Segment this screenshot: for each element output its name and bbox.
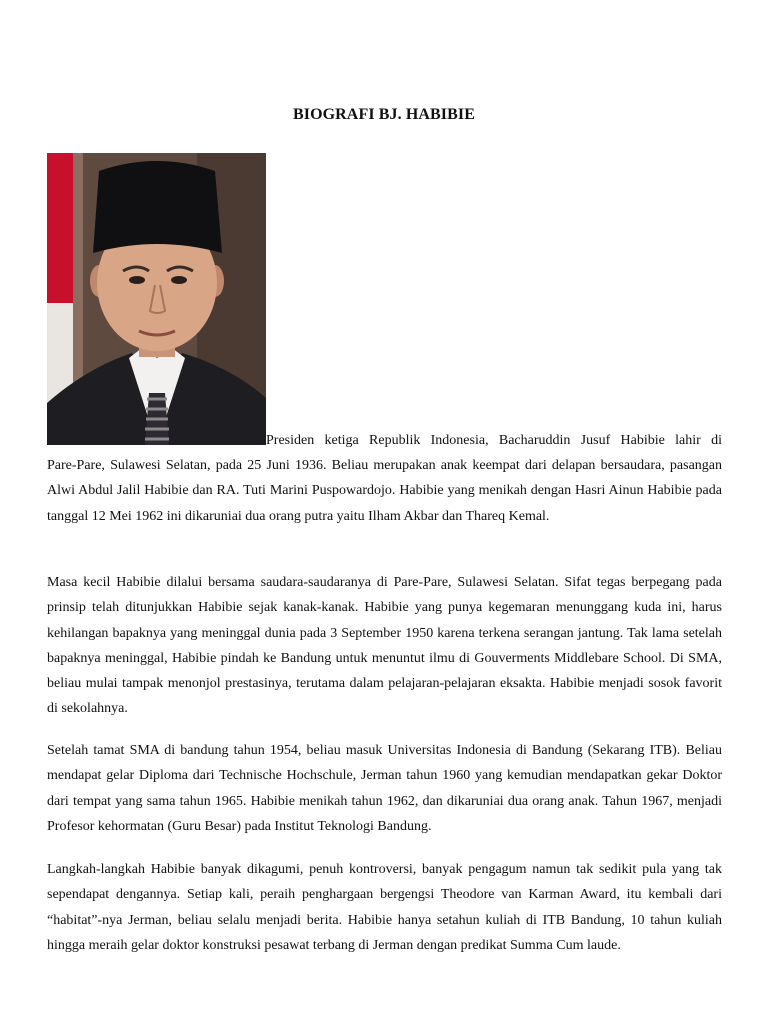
paragraph-1-first-line: Presiden ketiga Republik Indonesia, Bacharuddin Jusuf Habibie lahir di bbox=[266, 433, 722, 448]
document-title: BIOGRAFI BJ. HABIBIE bbox=[292, 106, 476, 123]
paragraph-1: Pare-Pare, Sulawesi Selatan, pada 25 Juni 1936. Beliau merupakan anak keempat dari delapan bersaudara, pasangan Alwi Abdul Jalil Habibie dan RA. Tuti Marini Puspowardojo. Habibie yang menikah dengan Hasri Ainun Habibie pada tanggal 12 Mei 1962 ini dikaruniai dua orang putra yaitu Ilham Akbar dan Thareq Kemal. bbox=[47, 458, 722, 524]
portrait-photo bbox=[47, 153, 266, 445]
paragraph-4: Langkah-langkah Habibie banyak dikagumi, penuh kontroversi, banyak pengagum namun tak sedikit pula yang tak sependapat dengannya. Setiap kali, peraih penghargaan bergengsi Theodore van Karman Award, itu kembali dari “habitat”-nya Jerman, beliau selalu menjadi berita. Habibie hanya setahun kuliah di ITB Bandung, 10 tahun kuliah hingga meraih gelar doktor konstruksi pesawat terbang di Jerman dengan predikat Summa Cum laude. bbox=[47, 862, 722, 953]
paragraph-2: Masa kecil Habibie dilalui bersama saudara-saudaranya di Pare-Pare, Sulawesi Selatan. Sifat tegas berpegang pada prinsip telah ditunjukkan Habibie sejak kanak-kanak. Habibie yang punya kegemaran menunggang kuda ini, harus kehilangan bapaknya yang meninggal dunia pada 3 September 1950 karena terkena serangan jantung. Tak lama setelah bapaknya meninggal, Habibie pindah ke Bandung untuk menuntut ilmu di Gouverments Middlebare School. Di SMA, beliau mulai tampak menonjol prestasinya, terutama dalam pelajaran-pelajaran eksakta. Habibie menjadi sosok favorit di sekolahnya. bbox=[47, 575, 722, 717]
paragraph-3: Setelah tamat SMA di bandung tahun 1954, beliau masuk Universitas Indonesia di Bandung (Sekarang ITB). Beliau mendapat gelar Diploma dari Technische Hochschule, Jerman tahun 1960 yang kemudian mendapatkan gekar Doktor dari tempat yang sama tahun 1965. Habibie menikah tahun 1962, dan dikaruniai dua orang anak. Tahun 1967, menjadi Profesor kehormatan (Guru Besar) pada Institut Teknologi Bandung. bbox=[47, 743, 722, 834]
